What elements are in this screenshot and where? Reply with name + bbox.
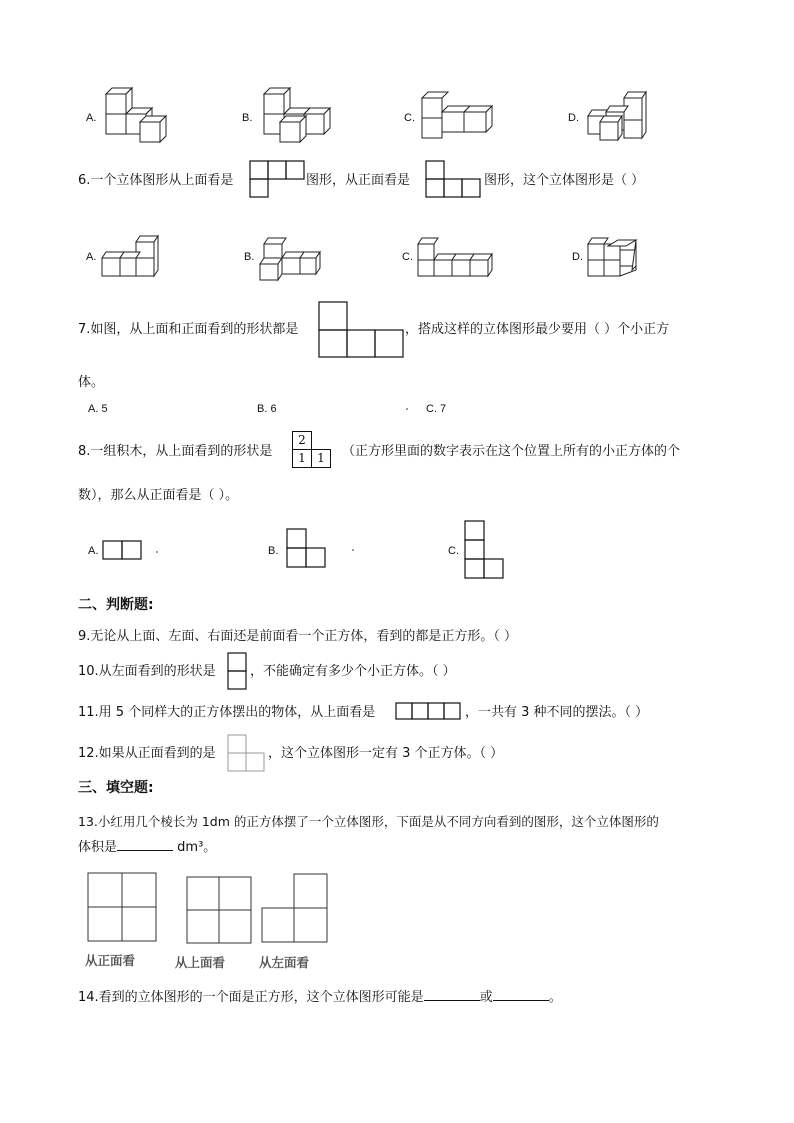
- q9-text: 9.无论从上面、左面、右面还是前面看一个正方体，看到的都是正方形。（ ）: [78, 629, 518, 644]
- q8-option-b-figure: [286, 528, 328, 570]
- q14-text-pre: 14.看到的立体图形的一个面是正方形，这个立体图形可能是: [78, 990, 424, 1005]
- q8-grid-cell: 1: [311, 449, 331, 468]
- q8-text-pre: 8.一组积木，从上面看到的形状是: [78, 444, 273, 459]
- q10-text-pre: 10.从左面看到的形状是: [78, 664, 216, 679]
- q6-option-d-figure: [586, 236, 642, 278]
- stray-dot: [406, 408, 408, 410]
- q7-text-line2: 体。: [78, 375, 105, 390]
- q10-left-view-figure: [227, 652, 249, 692]
- q6-option-a-figure: [100, 232, 166, 278]
- q11-text-pre: 11.用 5 个同样大的正方体摆出的物体，从上面看是: [78, 705, 376, 720]
- q12-text-pre: 12.如果从正面看到的是: [78, 746, 216, 761]
- q6-option-a-label[interactable]: A.: [86, 251, 97, 263]
- q14-text: [78, 988, 562, 1006]
- q7-option-c[interactable]: C. 7: [426, 403, 447, 415]
- q5-option-d-figure: [584, 92, 650, 144]
- q8-option-a-figure: [102, 540, 144, 562]
- q14-text-post: 。: [548, 990, 562, 1005]
- q6-text-post: 图形，这个立体图形是（ ）: [484, 173, 645, 188]
- q13-front-view-figure: [86, 871, 158, 943]
- q13-line2-pre: 体积是: [78, 840, 118, 855]
- q8-option-b-label[interactable]: B.: [268, 545, 279, 557]
- q8-grid-cell: 1: [292, 449, 312, 468]
- q13-line2-post: dm³。: [173, 840, 217, 855]
- q10-text-post: ，不能确定有多少个小正方体。（ ）: [250, 664, 456, 679]
- q13-caption-top: 从上面看: [175, 955, 226, 970]
- q7-option-b[interactable]: B. 6: [257, 403, 277, 415]
- q13-answer-blank[interactable]: [117, 838, 173, 851]
- q13-text-line2: [78, 838, 216, 856]
- q11-text-post: ，一共有 3 种不同的摆法。（ ）: [465, 705, 649, 720]
- q13-caption-front: 从正面看: [85, 953, 136, 968]
- q13-caption-left: 从左面看: [259, 955, 310, 970]
- q12-front-view-figure: [226, 733, 268, 773]
- q13-top-view-figure: [185, 875, 253, 945]
- stray-dot: [352, 549, 354, 551]
- q7-view-figure: [318, 301, 406, 359]
- q5-option-a-figure: [100, 88, 170, 144]
- stray-dot: [156, 551, 158, 553]
- q7-option-a[interactable]: A. 5: [88, 403, 108, 415]
- q5-option-c-figure: [420, 92, 496, 142]
- section-2-heading: 二、判断题:: [78, 597, 154, 613]
- q6-text-pre: 6.一个立体图形从上面看是: [78, 173, 234, 188]
- q13-left-view-figure: [260, 872, 330, 944]
- q5-option-a-label[interactable]: A.: [86, 112, 97, 124]
- q6-option-d-label[interactable]: D.: [572, 251, 583, 263]
- q6-option-c-label[interactable]: C.: [402, 251, 413, 263]
- q8-text-line2: 数），那么从正面看是（ ）。: [78, 488, 239, 503]
- q8-option-a-label[interactable]: A.: [88, 545, 99, 557]
- q13-text-line1: 13.小红用几个棱长为 1dm 的正方体摆了一个立体图形，下面是从不同方向看到的图形，这个立体图形的: [78, 814, 659, 829]
- q5-option-b-figure: [260, 86, 334, 146]
- q7-text-pre: 7.如图，从上面和正面看到的形状都是: [78, 322, 299, 337]
- q14-answer-blank-2[interactable]: [493, 988, 549, 1001]
- q7-text-post: ，搭成这样的立体图形最少要用（ ）个小正方: [405, 322, 670, 337]
- q6-option-b-label[interactable]: B.: [244, 251, 255, 263]
- q14-text-mid: 或: [479, 990, 493, 1005]
- q6-top-view-figure: [249, 160, 305, 200]
- q14-answer-blank-1[interactable]: [424, 988, 480, 1001]
- q6-text-mid: 图形，从正面看是: [306, 173, 411, 188]
- q12-text-post: ，这个立体图形一定有 3 个正方体。（ ）: [268, 746, 504, 761]
- q6-front-view-figure: [425, 160, 483, 200]
- q5-option-c-label[interactable]: C.: [404, 112, 415, 124]
- q8-text-post: （正方形里面的数字表示在这个位置上所有的小正方体的个: [342, 444, 681, 459]
- section-3-heading: 三、填空题:: [78, 780, 154, 796]
- q6-option-b-figure: [258, 234, 324, 280]
- q6-option-c-figure: [416, 236, 494, 278]
- q11-top-view-figure: [395, 702, 465, 722]
- q5-option-b-label[interactable]: B.: [242, 112, 253, 124]
- q8-option-c-figure: [464, 520, 506, 582]
- q8-grid-cell: 2: [292, 431, 312, 450]
- q5-option-d-label[interactable]: D.: [568, 112, 579, 124]
- q8-top-view-grid: [292, 431, 334, 469]
- q8-option-c-label[interactable]: C.: [448, 545, 459, 557]
